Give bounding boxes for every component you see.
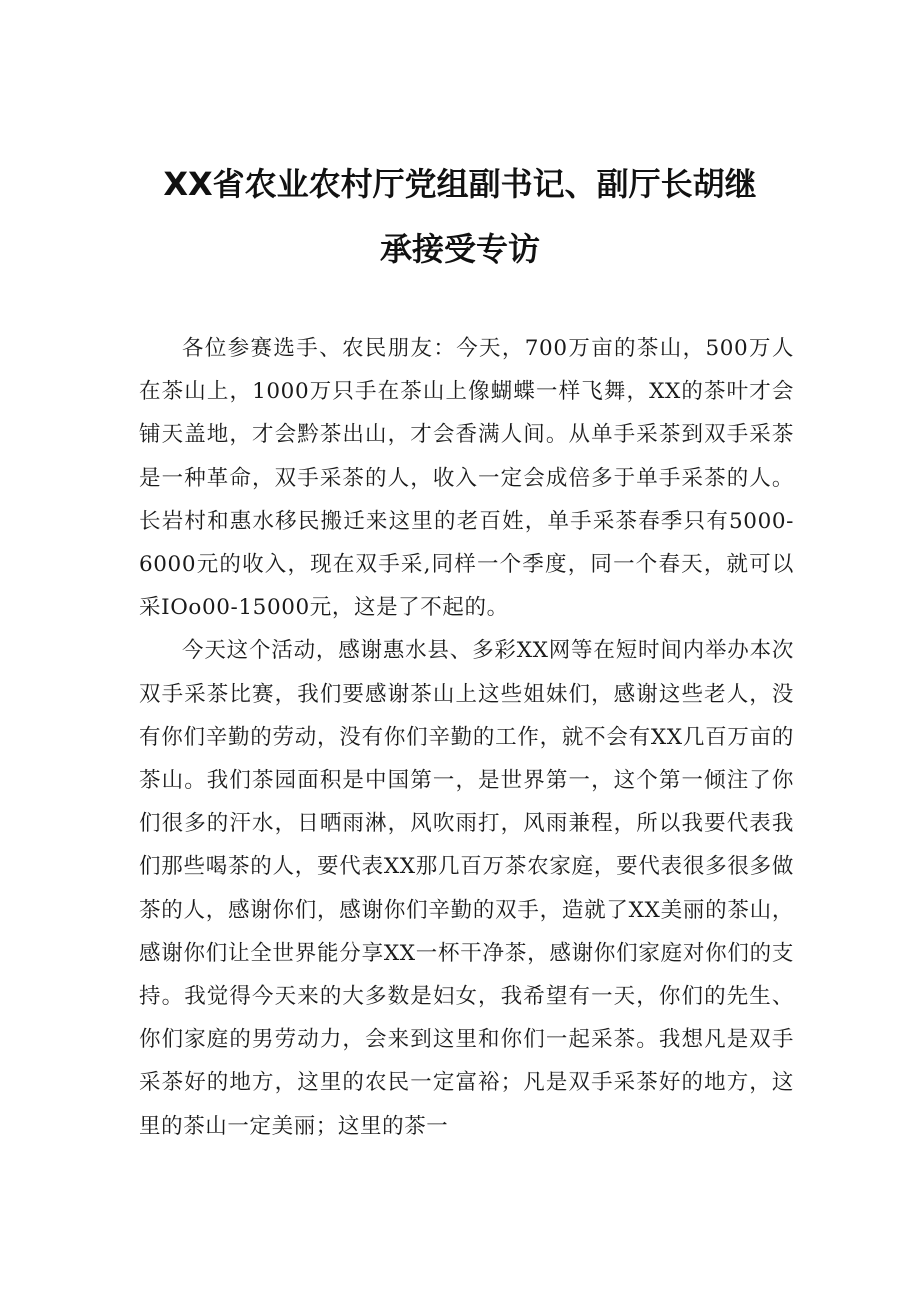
paragraph-1: 各位参赛选手、农民朋友：今天，700万亩的茶山，500万人在茶山上，1000万只手在茶山上像蝴蝶一样飞舞，XX的茶叶才会铺天盖地，才会黔茶出山，才会香满人间。从单手采茶到双手采茶是一种革命，双手采茶的人，收入一定会成倍多于单手采茶的人。长岩村和惠水移民搬迁来这里的老百姓，单手采茶春季只有5000-6000元的收入，现在双手采,同样一个季度，同一个春天，就可以采IOo00-15000元，这是了不起的。 — [139, 336, 794, 621]
paragraph-2: 今天这个活动，感谢惠水县、多彩XX网等在短时间内举办本次双手采茶比赛，我们要感谢茶山上这些姐妹们，感谢这些老人，没有你们辛勤的劳动，没有你们辛勤的工作，就不会有XX几百万亩的茶山。我们茶园面积是中国第一，是世界第一，这个第一倾注了你们很多的汗水，日晒雨淋，风吹雨打，风雨兼程，所以我要代表我们那些喝茶的人，要代表XX那几百万茶农家庭，要代表很多很多做茶的人，感谢你们，感谢你们辛勤的双手，造就了XX美丽的茶山，感谢你们让全世界能分享XX一杯干净茶，感谢你们家庭对你们的支持。我觉得今天来的大多数是妇女，我希望有一天，你们的先生、你们家庭的男劳动力，会来到这里和你们一起采茶。我想凡是双手采茶好的地方，这里的农民一定富裕；凡是双手采茶好的地方，这里的茶山一定美丽；这里的茶一 — [139, 638, 794, 1139]
document-body — [139, 327, 794, 1148]
document-title-line-1: XX省农业农村厅党组副书记、副厅长胡继 — [163, 165, 757, 203]
document-title-line-2: 承接受专访 — [379, 230, 540, 268]
